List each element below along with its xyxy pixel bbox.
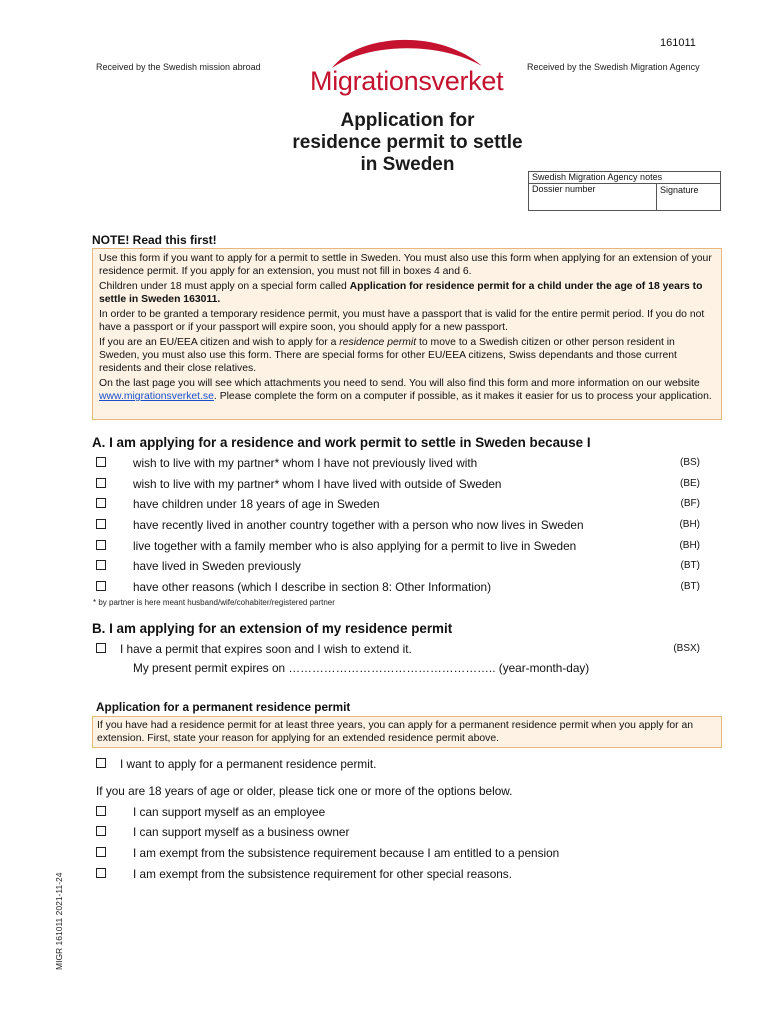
support-option[interactable] <box>96 825 706 841</box>
section-a-option[interactable] <box>96 477 706 493</box>
option-code: (BH) <box>679 519 700 530</box>
section-a-heading: A. I am applying for a residence and work permit to settle in Sweden because I <box>92 435 591 450</box>
option-code: (BS) <box>680 457 700 468</box>
permanent-permit-heading: Application for a permanent residence permit <box>96 700 351 714</box>
note-p4-post: to move to a Swedish citizen or other person resident in Sweden, you must also use this form. There are special forms for other EU/EEA citizens, Swiss dependants and those current residents and their close relatives. <box>99 337 677 374</box>
partner-footnote: * by partner is here meant husband/wife/cohabiter/registered partner <box>93 598 335 607</box>
mission-received-label: Received by the Swedish mission abroad <box>96 62 261 72</box>
note-p2-text: Children under 18 must apply on a special form called <box>99 281 350 292</box>
note-paragraph-3: In order to be granted a temporary residence permit, you must have a passport that is valid for the entire permit period. If you do not have a passport or if your passport will expire soon, you should apply for a new passport. <box>99 309 705 333</box>
note-paragraph-2 <box>99 280 713 306</box>
checkbox[interactable] <box>96 847 106 857</box>
option-code: (BH) <box>679 540 700 551</box>
child-form-name: Application for residence permit for a child under the age of 18 years to settle in Sweden 163011. <box>99 281 703 305</box>
option-label: wish to live with my partner* whom I have not previously lived with <box>133 456 478 470</box>
support-option[interactable] <box>96 846 706 862</box>
checkbox[interactable] <box>96 519 106 529</box>
checkbox[interactable] <box>96 540 106 550</box>
note-paragraph-4 <box>99 336 713 375</box>
logo-wordmark: Migrationsverket <box>310 66 504 96</box>
option-label: I am exempt from the subsistence requirement because I am entitled to a pension <box>133 846 560 860</box>
signature-field[interactable]: Signature <box>660 185 699 195</box>
note-p5-pre: On the last page you will see which attachments you need to send. You will also find this form and more information on our website <box>99 378 700 389</box>
note-p5-post: . Please complete the form on a computer if possible, as it makes it easier for us to process your application. <box>213 391 712 402</box>
support-option[interactable] <box>96 867 706 883</box>
section-a-option[interactable] <box>96 580 706 596</box>
title-line-1: Application for <box>340 110 475 131</box>
permanent-permit-option[interactable] <box>96 757 706 773</box>
option-label: I am exempt from the subsistence requirement for other special reasons. <box>133 867 512 881</box>
option-label: I can support myself as a business owner <box>133 825 350 839</box>
checkbox[interactable] <box>96 868 106 878</box>
option-code: (BT) <box>680 560 700 571</box>
option-code: (BSX) <box>673 643 700 654</box>
checkbox[interactable] <box>96 806 106 816</box>
checkbox[interactable] <box>96 581 106 591</box>
option-label: I have a permit that expires soon and I wish to extend it. <box>120 642 412 656</box>
dossier-number-field[interactable]: Dossier number <box>532 184 596 194</box>
option-label: have lived in Sweden previously <box>133 559 301 573</box>
option-label: have recently lived in another country together with a person who now lives in Sweden <box>133 518 584 532</box>
option-label: I can support myself as an employee <box>133 805 326 819</box>
option-label: have other reasons (which I describe in section 8: Other Information) <box>133 580 492 594</box>
support-option[interactable] <box>96 805 706 821</box>
form-version-side-text: MIGR 161011 2021-11-24 <box>54 872 64 970</box>
checkbox[interactable] <box>96 758 106 768</box>
page-title <box>270 110 545 176</box>
section-a-option[interactable] <box>96 539 706 555</box>
extension-option[interactable] <box>96 642 706 658</box>
checkbox[interactable] <box>96 560 106 570</box>
agency-notes-title: Swedish Migration Agency notes <box>532 172 663 182</box>
agency-notes-box <box>528 171 721 211</box>
checkbox[interactable] <box>96 498 106 508</box>
website-link[interactable]: www.migrationsverket.se <box>99 391 214 402</box>
form-code: 161011 <box>660 37 696 49</box>
agency-received-label: Received by the Swedish Migration Agency <box>527 62 700 72</box>
title-line-2: residence permit to settle <box>292 132 523 153</box>
note-info-box <box>92 248 722 420</box>
note-paragraph-1: Use this form if you want to apply for a permit to settle in Sweden. You must also use this form when applying for an extension of your residence permit. If you apply for an extension, you must not fill in boxes 4 and 6. <box>99 253 712 277</box>
title-line-3: in Sweden <box>360 154 455 175</box>
section-a-option[interactable] <box>96 559 706 575</box>
note-paragraph-5 <box>99 377 713 403</box>
section-b-heading: B. I am applying for an extension of my residence permit <box>92 621 453 636</box>
permanent-permit-info-box: If you have had a residence permit for at least three years, you can apply for a permanent residence permit when you apply for an extension. First, state your reason for applying for an extended residence permit above. <box>92 716 722 748</box>
option-code: (BT) <box>680 581 700 592</box>
section-a-option[interactable] <box>96 518 706 534</box>
checkbox[interactable] <box>96 457 106 467</box>
section-a-option[interactable] <box>96 497 706 513</box>
permit-expiry-field[interactable]: My present permit expires on …………………………………………….. (year-month-day) <box>133 661 590 675</box>
option-code: (BE) <box>680 478 700 489</box>
option-label: live together with a family member who is also applying for a permit to live in Sweden <box>133 539 577 553</box>
option-label: wish to live with my partner* whom I have lived with outside of Sweden <box>133 477 502 491</box>
checkbox[interactable] <box>96 478 106 488</box>
option-code: (BF) <box>680 498 700 509</box>
checkbox[interactable] <box>96 826 106 836</box>
note-heading: NOTE! Read this first! <box>92 233 217 247</box>
age-instruction: If you are 18 years of age or older, please tick one or more of the options below. <box>96 784 513 798</box>
note-p4-pre: If you are an EU/EEA citizen and wish to apply for a <box>99 337 340 348</box>
option-label: have children under 18 years of age in Sweden <box>133 497 380 511</box>
section-a-option[interactable] <box>96 456 706 472</box>
notes-vertical-divider <box>656 183 657 210</box>
checkbox[interactable] <box>96 643 106 653</box>
option-label: I want to apply for a permanent residence permit. <box>120 757 377 771</box>
note-p4-italic: residence permit <box>339 337 417 348</box>
